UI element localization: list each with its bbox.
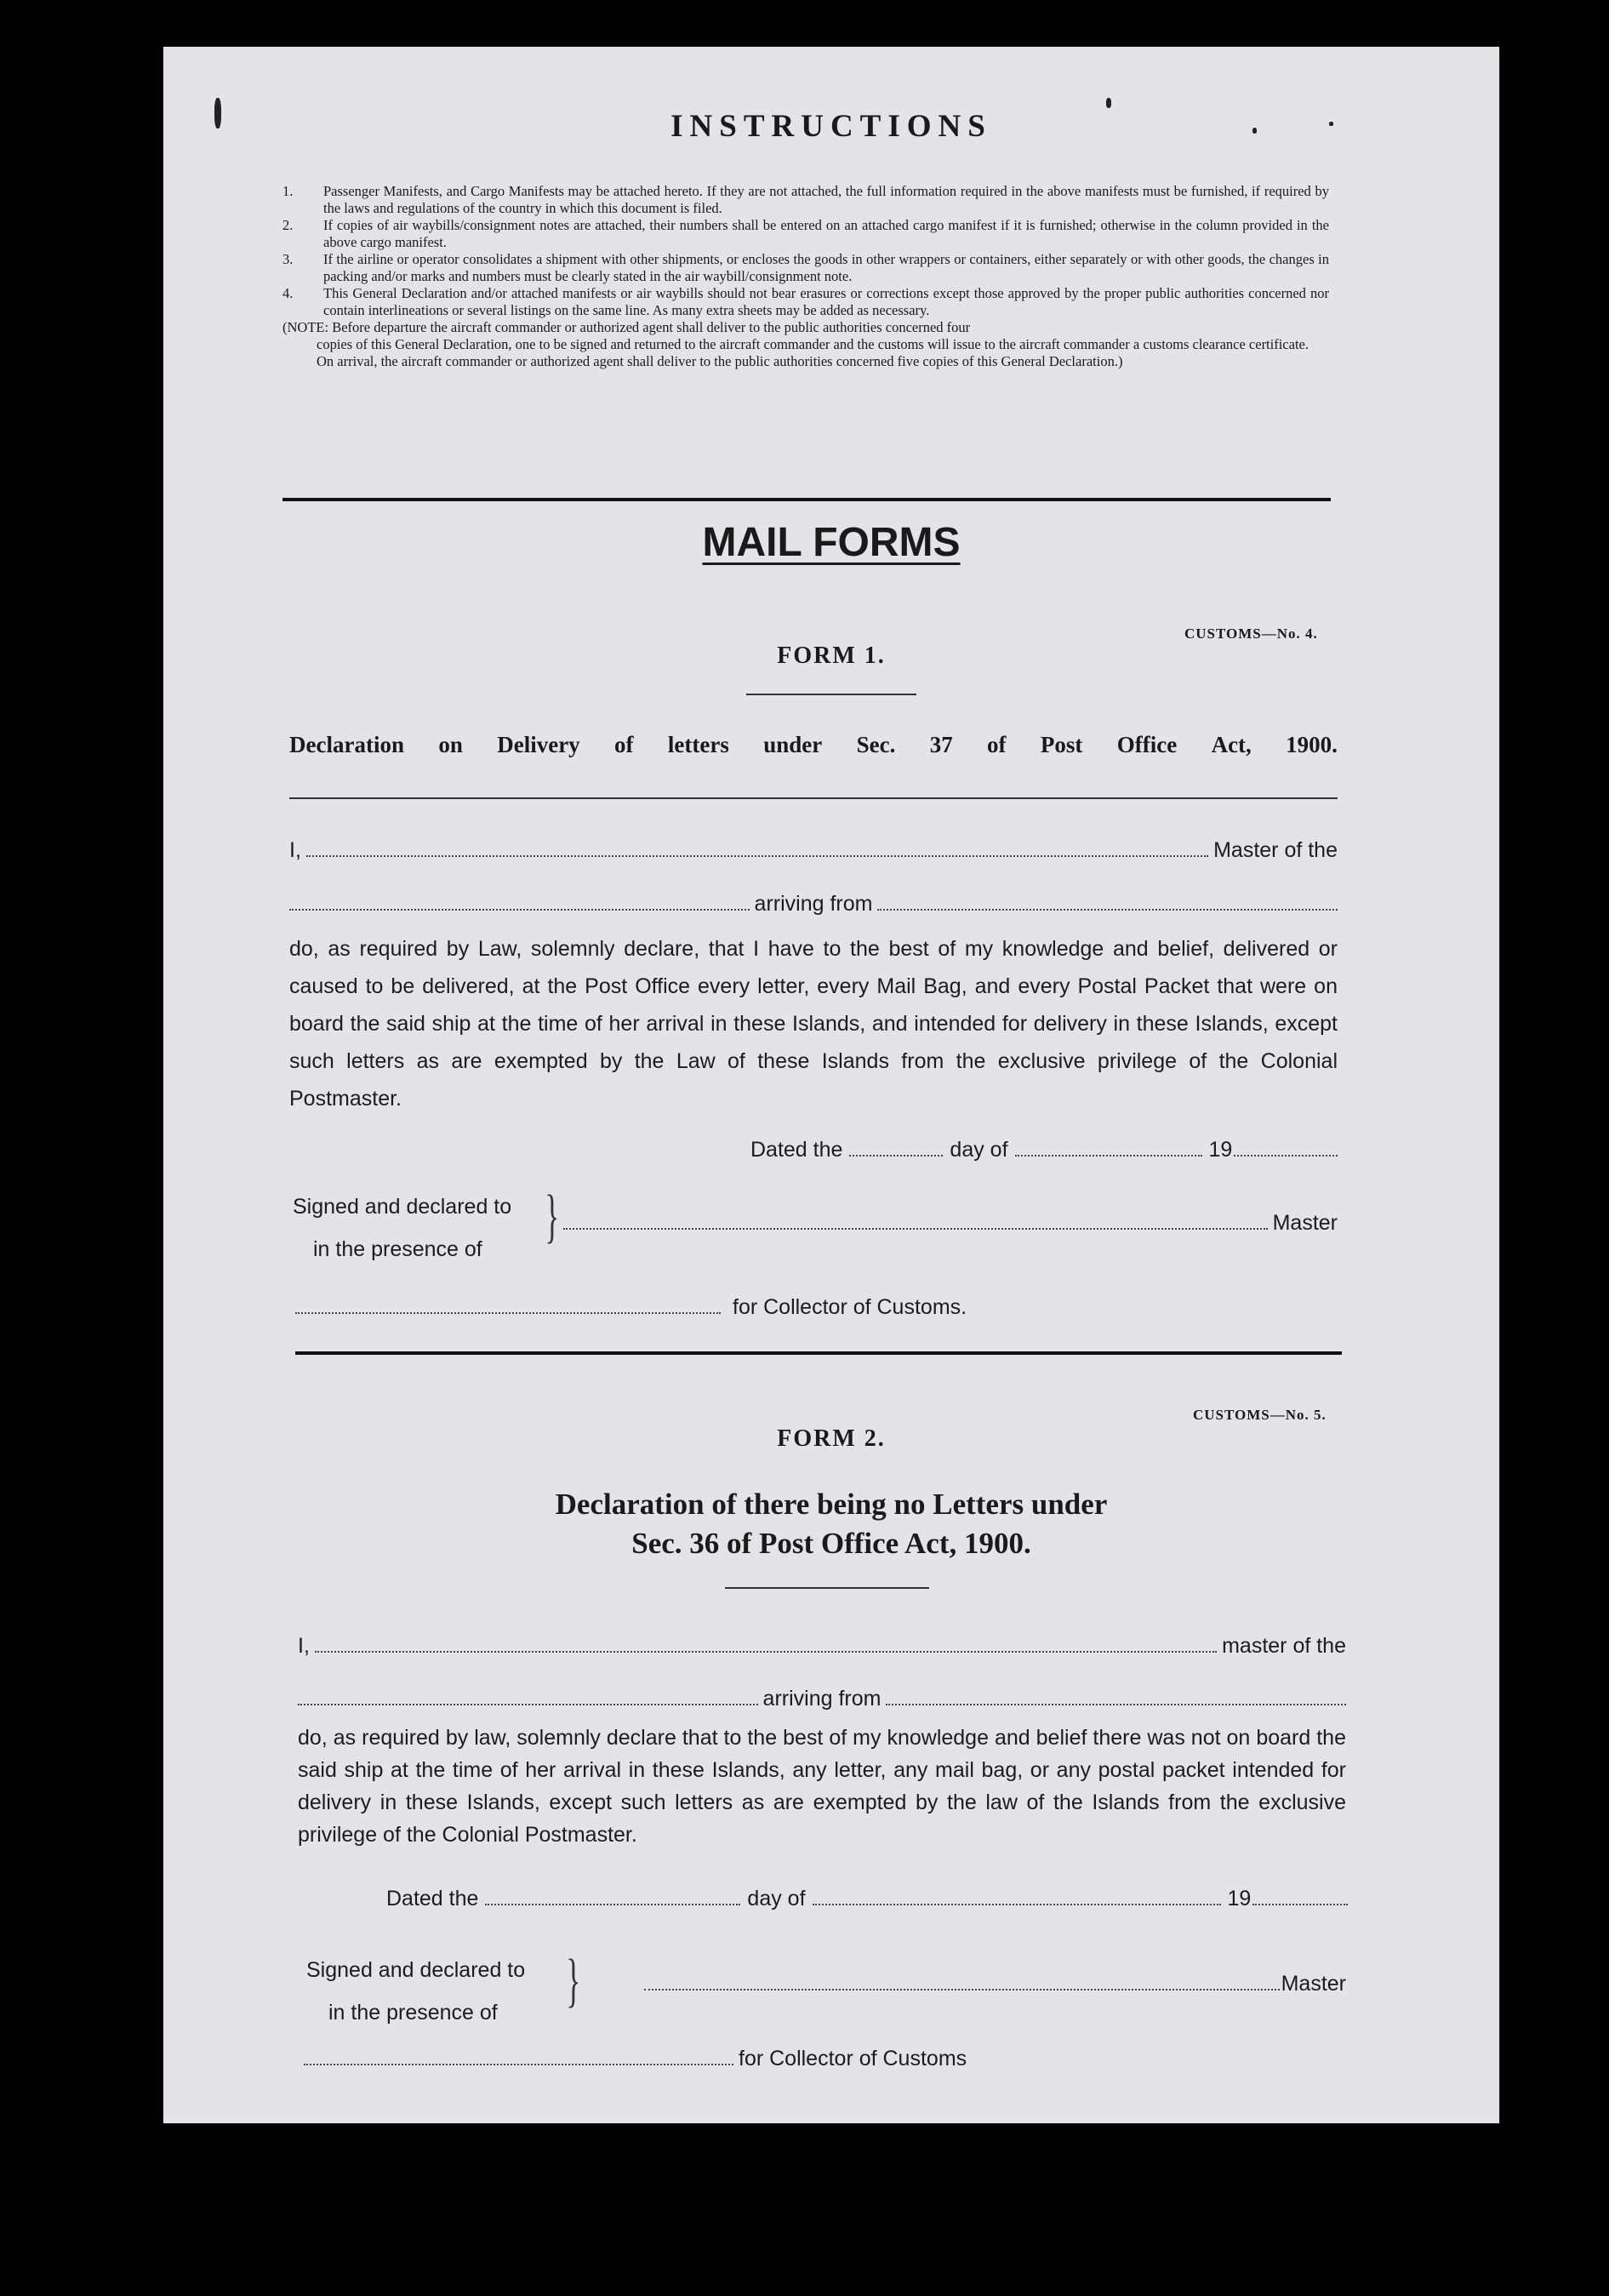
form1-heading-rule: [289, 797, 1338, 799]
decl-word: of: [987, 732, 1007, 757]
decl-word: 37: [929, 732, 953, 757]
instruction-note: [282, 319, 1329, 370]
form1-declaration-heading: [289, 732, 1338, 758]
form2-i-label: I,: [298, 1634, 310, 1658]
form1-arriving-from: arriving from: [754, 892, 873, 916]
note-rest: copies of this General Declaration, one to be signed and returned to the aircraft commander and the customs will issue to the aircraft commander a customs clearance certificate.: [317, 336, 1309, 352]
form2-title: FORM 2.: [777, 1425, 886, 1452]
form2-origin-field[interactable]: [886, 1687, 1346, 1705]
form2-master-sign-line: [644, 1972, 1346, 1996]
form1-ship-field[interactable]: [289, 892, 750, 911]
form1-origin-field[interactable]: [877, 892, 1338, 911]
instructions-list: [282, 183, 1329, 370]
form2-collector: for Collector of Customs: [739, 2047, 967, 2070]
form2-arriving-line: [298, 1687, 1346, 1711]
form2-year-field[interactable]: [1252, 1887, 1348, 1905]
decl-word: Delivery: [497, 732, 580, 757]
form2-master-signature-field[interactable]: [644, 1972, 1280, 1990]
form1-master-signature-field[interactable]: [563, 1211, 1268, 1230]
instruction-item: [282, 251, 1329, 285]
decl-word: Office: [1116, 732, 1178, 757]
form1-signed-label: [293, 1185, 511, 1271]
decl-word: under: [763, 732, 823, 757]
form2-name-field[interactable]: [315, 1634, 1217, 1653]
form1-master-of-the: Master of the: [1213, 838, 1338, 862]
form1-dated-the: Dated the: [750, 1138, 843, 1162]
instruction-number: 1.: [282, 183, 294, 199]
form1-body: do, as required by Law, solemnly declare, that I have to the best of my knowledge and belief, delivered or caused to be delivered, at the Post Office every letter, every Mail Bag, and every Postal Packet that were on board the said ship at the time of her arrival in these Islands, and intended for delivery in these Islands, except such letters as are exempted by the Law of these Islands from the exclusive privilege of the Colonial Postmaster.: [289, 937, 1338, 1111]
form1-name-field[interactable]: [306, 838, 1208, 857]
decl-word: of: [614, 732, 634, 757]
form2-ship-field[interactable]: [298, 1687, 758, 1705]
form2-declaration-line1: Declaration of there being no Letters under: [555, 1488, 1108, 1521]
form1-title: FORM 1.: [777, 643, 886, 669]
form2-collector-signature-field[interactable]: [304, 2047, 733, 2065]
instruction-item: [282, 183, 1329, 217]
decl-word: Post: [1040, 732, 1083, 757]
form2-collector-line: [304, 2047, 1036, 2071]
instruction-text: Passenger Manifests, and Cargo Manifests may be attached hereto. If they are not attached, the full information required in the above manifests must be furnished, if required by the laws and regulations of the country in which this document is filed.: [323, 183, 1329, 216]
form1-signed-line2: in the presence of: [313, 1237, 482, 1261]
mail-forms-title: MAIL FORMS: [702, 520, 961, 565]
form1-brace: }: [545, 1184, 560, 1249]
decl-word: letters: [667, 732, 729, 757]
note-arrival: On arrival, the aircraft commander or authorized agent shall deliver to the public authorities concerned five copies of this General Declaration.): [317, 353, 1123, 369]
form1-day-of: day of: [950, 1138, 1008, 1162]
decl-word: on: [438, 732, 463, 757]
form2-declaration-line2: Sec. 36 of Post Office Act, 1900.: [631, 1527, 1031, 1560]
form2-signed-line1: Signed and declared to: [306, 1958, 526, 1982]
decl-word: Declaration: [289, 732, 404, 757]
form2-body: do, as required by law, solemnly declare that to the best of my knowledge and belief there was not on board the said ship at the time of her arrival in these Islands, any letter, any mail bag, or any postal packet intended for delivery in these Islands, except such letters as are exempted by the law of the Islands from the exclusive privilege of the Colonial Postmaster.: [298, 1726, 1346, 1847]
form1-master: Master: [1272, 1211, 1338, 1235]
form2-signed-label: [306, 1949, 525, 2034]
instructions-title: INSTRUCTIONS: [670, 109, 992, 144]
form1-title-rule: [746, 694, 916, 695]
form1-day-field[interactable]: [849, 1138, 943, 1157]
form2-heading-rule: [725, 1587, 929, 1589]
form1-year-field[interactable]: [1234, 1138, 1338, 1157]
instruction-text: If the airline or operator consolidates a shipment with other shipments, or encloses the goods in other wrappers or containers, either separately or with other goods, the changes in packing and/or marks and numbers must be clearly stated in the air waybill/consignment note.: [323, 251, 1329, 284]
instruction-text: This General Declaration and/or attached manifests or air waybills should not bear erasures or corrections except those approved by the proper public authorities concerned nor contain interlineations or several listings on the same line. As many extra sheets may be added as necessary.: [323, 285, 1329, 318]
form1-collector-line: [295, 1295, 1027, 1320]
form2-dated-the: Dated the: [386, 1887, 479, 1910]
form1-month-field[interactable]: [1015, 1138, 1202, 1157]
form1-signed-line1: Signed and declared to: [293, 1195, 512, 1219]
form2-day-field[interactable]: [485, 1887, 740, 1905]
form2-master-line: [298, 1634, 1346, 1659]
form2-arriving-from: arriving from: [762, 1687, 882, 1711]
instruction-text: If copies of air waybills/consignment notes are attached, their numbers shall be entered on an attached cargo manifest if it is furnished; otherwise in the column provided in the above cargo manifest.: [323, 217, 1329, 250]
form1-master-sign-line: [563, 1211, 1338, 1236]
form2-day-of: day of: [747, 1887, 806, 1910]
form2-month-field[interactable]: [813, 1887, 1221, 1905]
form1-dated-line: [750, 1138, 1338, 1162]
form1-i-label: I,: [289, 838, 301, 862]
form2-master: Master: [1281, 1972, 1346, 1996]
form2-brace: }: [566, 1948, 581, 2013]
note-first-line: (NOTE: Before departure the aircraft commander or authorized agent shall deliver to the public authorities concerned four: [282, 319, 971, 335]
instruction-number: 2.: [282, 217, 294, 233]
form-divider: [295, 1351, 1342, 1355]
form2-customs-number: CUSTOMS—No. 5.: [1193, 1407, 1327, 1423]
form1-collector: for Collector of Customs.: [733, 1295, 967, 1319]
form2-declaration-heading: [163, 1485, 1499, 1563]
decl-word: 1900.: [1286, 732, 1338, 757]
instruction-item: [282, 217, 1329, 251]
scan-speck: [1106, 98, 1111, 108]
form1-master-line: [289, 838, 1338, 863]
form2-dated-line: [386, 1887, 1348, 1911]
section-divider: [282, 498, 1331, 501]
form2-year-prefix: 19: [1227, 1887, 1252, 1910]
decl-word: Act,: [1211, 732, 1252, 757]
decl-word: Sec.: [856, 732, 896, 757]
form1-arriving-line: [289, 892, 1338, 917]
instruction-number: 3.: [282, 251, 294, 267]
document-page: [163, 47, 1499, 2123]
form2-signed-line2: in the presence of: [328, 2001, 498, 2025]
form1-collector-signature-field[interactable]: [295, 1295, 721, 1314]
instruction-item: [282, 285, 1329, 319]
instruction-number: 4.: [282, 285, 294, 301]
form1-year-prefix: 19: [1208, 1138, 1233, 1162]
form2-master-of-the: master of the: [1222, 1634, 1346, 1658]
form1-customs-number: CUSTOMS—No. 4.: [1184, 625, 1318, 642]
